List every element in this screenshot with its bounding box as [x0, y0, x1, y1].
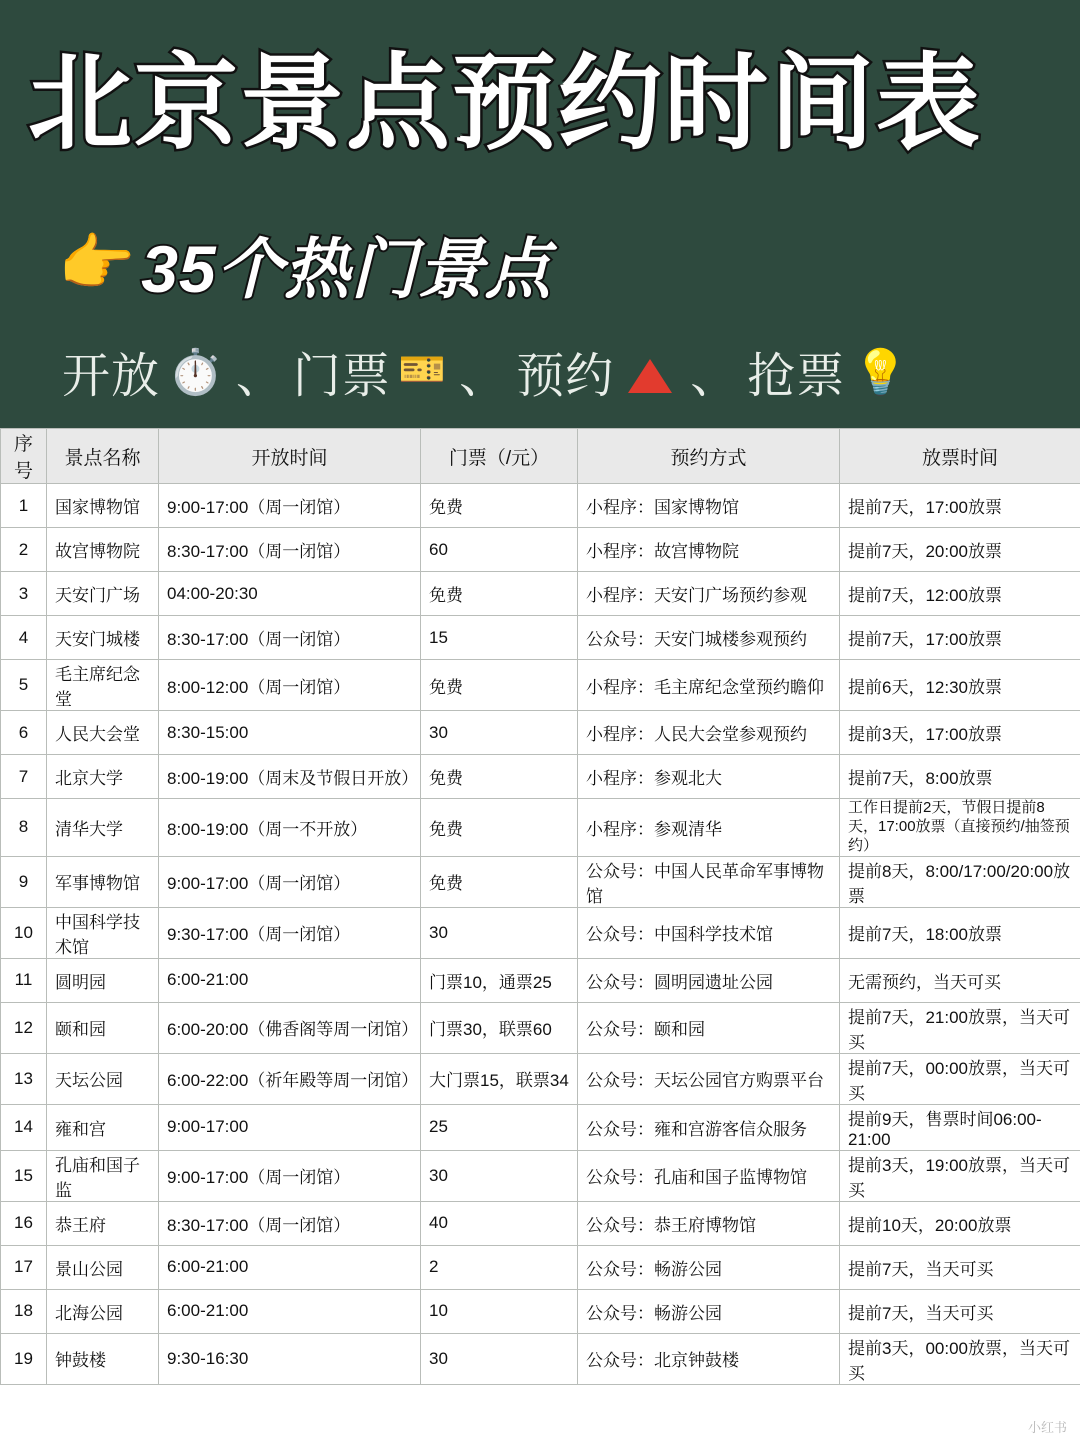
table-row [1, 907, 1080, 958]
cell-price: 门票30，联票60 [421, 1002, 578, 1053]
cell-name: 清华大学 [47, 799, 159, 856]
tagline-separator-2: 、 [459, 350, 509, 404]
cell-index: 18 [1, 1289, 47, 1333]
tagline-booking-label: 预约 [516, 350, 615, 404]
attractions-table [0, 428, 1080, 1384]
cell-name: 中国科学技术馆 [47, 907, 159, 958]
tagline-row [28, 337, 1052, 406]
cell-name: 圆明园 [47, 958, 159, 1002]
cell-price: 免费 [421, 572, 578, 616]
cell-name: 人民大会堂 [47, 711, 159, 755]
cell-release: 提前7天，8:00放票 [840, 755, 1080, 799]
cell-release: 提前7天，21:00放票，当天可买 [840, 1002, 1080, 1053]
cell-booking: 小程序：参观北大 [578, 755, 840, 799]
column-header-price: 门票（/元） [421, 429, 578, 484]
column-header-index: 序号 [1, 429, 47, 484]
cell-name: 天坛公园 [47, 1053, 159, 1104]
cell-release: 提前7天，当天可买 [840, 1289, 1080, 1333]
cell-name: 毛主席纪念堂 [47, 660, 159, 711]
cell-hours: 9:00-17:00（周一闭馆） [159, 1150, 421, 1201]
tagline-separator-3: 、 [690, 350, 740, 404]
cell-booking: 小程序：国家博物馆 [578, 484, 840, 528]
cell-index: 9 [1, 856, 47, 907]
cell-hours: 6:00-22:00（祈年殿等周一闭馆） [159, 1053, 421, 1104]
cell-booking: 公众号：北京钟鼓楼 [578, 1333, 840, 1384]
cell-index: 17 [1, 1245, 47, 1289]
cell-hours: 9:00-17:00（周一闭馆） [159, 484, 421, 528]
cell-index: 5 [1, 660, 47, 711]
cell-index: 16 [1, 1201, 47, 1245]
table-row [1, 1053, 1080, 1104]
page-title: 北京景点预约时间表 [28, 46, 983, 162]
cell-release: 提前3天，00:00放票，当天可买 [840, 1333, 1080, 1384]
cell-price: 免费 [421, 799, 578, 856]
lightbulb-icon: 💡 [853, 347, 910, 397]
cell-price: 10 [421, 1289, 578, 1333]
cell-hours: 6:00-21:00 [159, 1245, 421, 1289]
cell-hours: 8:30-15:00 [159, 711, 421, 755]
table-row [1, 484, 1080, 528]
cell-hours: 6:00-21:00 [159, 1289, 421, 1333]
cell-price: 30 [421, 1333, 578, 1384]
table-row [1, 616, 1080, 660]
cell-release: 提前7天，17:00放票 [840, 616, 1080, 660]
cell-price: 免费 [421, 856, 578, 907]
table-row [1, 1201, 1080, 1245]
table-row [1, 856, 1080, 907]
cell-release: 提前7天，00:00放票，当天可买 [840, 1053, 1080, 1104]
cell-price: 15 [421, 616, 578, 660]
cell-name: 天安门城楼 [47, 616, 159, 660]
cell-release: 提前7天，当天可买 [840, 1245, 1080, 1289]
cell-booking: 公众号：圆明园遗址公园 [578, 958, 840, 1002]
cell-release: 提前6天，12:30放票 [840, 660, 1080, 711]
cell-hours: 9:30-17:00（周一闭馆） [159, 907, 421, 958]
cell-index: 14 [1, 1104, 47, 1150]
subtitle-row [28, 216, 1052, 311]
cell-name: 北海公园 [47, 1289, 159, 1333]
table-row [1, 958, 1080, 1002]
cell-hours: 8:00-12:00（周一闭馆） [159, 660, 421, 711]
cell-release: 提前10天，20:00放票 [840, 1201, 1080, 1245]
cell-name: 军事博物馆 [47, 856, 159, 907]
table-row [1, 660, 1080, 711]
column-header-release: 放票时间 [840, 429, 1080, 484]
table-header [1, 429, 1080, 484]
cell-booking: 公众号：中国科学技术馆 [578, 907, 840, 958]
cell-release: 提前3天，19:00放票，当天可买 [840, 1150, 1080, 1201]
cell-index: 2 [1, 528, 47, 572]
cell-price: 30 [421, 711, 578, 755]
table-row [1, 1245, 1080, 1289]
cell-price: 25 [421, 1104, 578, 1150]
cell-release: 无需预约，当天可买 [840, 958, 1080, 1002]
cell-name: 故宫博物院 [47, 528, 159, 572]
cell-release: 工作日提前2天，节假日提前8天，17:00放票（直接预约/抽签预约） [840, 799, 1080, 856]
cell-index: 1 [1, 484, 47, 528]
cell-hours: 8:30-17:00（周一闭馆） [159, 616, 421, 660]
cell-name: 国家博物馆 [47, 484, 159, 528]
cell-index: 11 [1, 958, 47, 1002]
cell-index: 19 [1, 1333, 47, 1384]
cell-price: 30 [421, 907, 578, 958]
cell-index: 7 [1, 755, 47, 799]
table-row [1, 572, 1080, 616]
poster-header [0, 0, 1080, 406]
cell-release: 提前7天，20:00放票 [840, 528, 1080, 572]
cell-index: 8 [1, 799, 47, 856]
cell-index: 12 [1, 1002, 47, 1053]
attractions-table-container [0, 428, 1080, 1443]
cell-index: 3 [1, 572, 47, 616]
cell-booking: 小程序：天安门广场预约参观 [578, 572, 840, 616]
cell-price: 免费 [421, 755, 578, 799]
cell-booking: 小程序：故宫博物院 [578, 528, 840, 572]
cell-price: 大门票15，联票34 [421, 1053, 578, 1104]
pointing-hand-icon: 👉 [58, 228, 136, 298]
cell-name: 恭王府 [47, 1201, 159, 1245]
cell-price: 60 [421, 528, 578, 572]
cell-release: 提前7天，12:00放票 [840, 572, 1080, 616]
table-row [1, 1333, 1080, 1384]
cell-release: 提前3天，17:00放票 [840, 711, 1080, 755]
cell-hours: 8:00-19:00（周一不开放） [159, 799, 421, 856]
cell-index: 6 [1, 711, 47, 755]
cell-hours: 6:00-21:00 [159, 958, 421, 1002]
cell-price: 免费 [421, 484, 578, 528]
cell-booking: 小程序：人民大会堂参观预约 [578, 711, 840, 755]
table-row [1, 711, 1080, 755]
cell-booking: 公众号：中国人民革命军事博物馆 [578, 856, 840, 907]
cell-price: 40 [421, 1201, 578, 1245]
cell-booking: 公众号：畅游公园 [578, 1245, 840, 1289]
cell-name: 钟鼓楼 [47, 1333, 159, 1384]
ticket-icon: 🎫 [398, 348, 448, 391]
table-row [1, 528, 1080, 572]
cell-name: 颐和园 [47, 1002, 159, 1053]
watermark: 小红书 [1023, 1416, 1072, 1437]
cell-release: 提前7天，18:00放票 [840, 907, 1080, 958]
tagline-ticket-label: 门票 [292, 350, 391, 404]
tagline-open-label: 开放 [62, 350, 161, 404]
table-row [1, 1104, 1080, 1150]
cell-booking: 公众号：天安门城楼参观预约 [578, 616, 840, 660]
cell-index: 15 [1, 1150, 47, 1201]
cell-booking: 公众号：雍和宫游客信众服务 [578, 1104, 840, 1150]
cell-release: 提前9天，售票时间06:00-21:00 [840, 1104, 1080, 1150]
cell-hours: 9:00-17:00 [159, 1104, 421, 1150]
cell-hours: 8:30-17:00（周一闭馆） [159, 528, 421, 572]
cell-hours: 9:30-16:30 [159, 1333, 421, 1384]
cell-booking: 小程序：参观清华 [578, 799, 840, 856]
table-header-row [1, 429, 1080, 484]
column-header-booking: 预约方式 [578, 429, 840, 484]
cell-booking: 公众号：孔庙和国子监博物馆 [578, 1150, 840, 1201]
table-row [1, 799, 1080, 856]
cell-booking: 公众号：天坛公园官方购票平台 [578, 1053, 840, 1104]
cell-name: 雍和宫 [47, 1104, 159, 1150]
cell-price: 免费 [421, 660, 578, 711]
cell-booking: 公众号：颐和园 [578, 1002, 840, 1053]
cell-price: 30 [421, 1150, 578, 1201]
cell-hours: 04:00-20:30 [159, 572, 421, 616]
cell-price: 门票10，通票25 [421, 958, 578, 1002]
stopwatch-icon: ⏱️ [168, 347, 224, 397]
cell-index: 4 [1, 616, 47, 660]
table-row [1, 1002, 1080, 1053]
cell-index: 13 [1, 1053, 47, 1104]
column-header-hours: 开放时间 [159, 429, 421, 484]
cell-hours: 8:00-19:00（周末及节假日开放） [159, 755, 421, 799]
cell-booking: 小程序：毛主席纪念堂预约瞻仰 [578, 660, 840, 711]
red-triangle-icon [628, 359, 672, 393]
cell-name: 景山公园 [47, 1245, 159, 1289]
cell-index: 10 [1, 907, 47, 958]
cell-name: 孔庙和国子监 [47, 1150, 159, 1201]
column-header-name: 景点名称 [47, 429, 159, 484]
cell-price: 2 [421, 1245, 578, 1289]
cell-booking: 公众号：恭王府博物馆 [578, 1201, 840, 1245]
subtitle: 35个热门景点 [141, 232, 552, 307]
table-row [1, 1150, 1080, 1201]
cell-name: 天安门广场 [47, 572, 159, 616]
tagline-grab-label: 抢票 [747, 350, 846, 404]
cell-hours: 8:30-17:00（周一闭馆） [159, 1201, 421, 1245]
cell-hours: 6:00-20:00（佛香阁等周一闭馆） [159, 1002, 421, 1053]
table-row [1, 755, 1080, 799]
table-row [1, 1289, 1080, 1333]
cell-release: 提前8天，8:00/17:00/20:00放票 [840, 856, 1080, 907]
cell-hours: 9:00-17:00（周一闭馆） [159, 856, 421, 907]
tagline-separator-1: 、 [235, 350, 285, 404]
cell-name: 北京大学 [47, 755, 159, 799]
cell-booking: 公众号：畅游公园 [578, 1289, 840, 1333]
cell-release: 提前7天，17:00放票 [840, 484, 1080, 528]
table-body [1, 484, 1080, 1384]
